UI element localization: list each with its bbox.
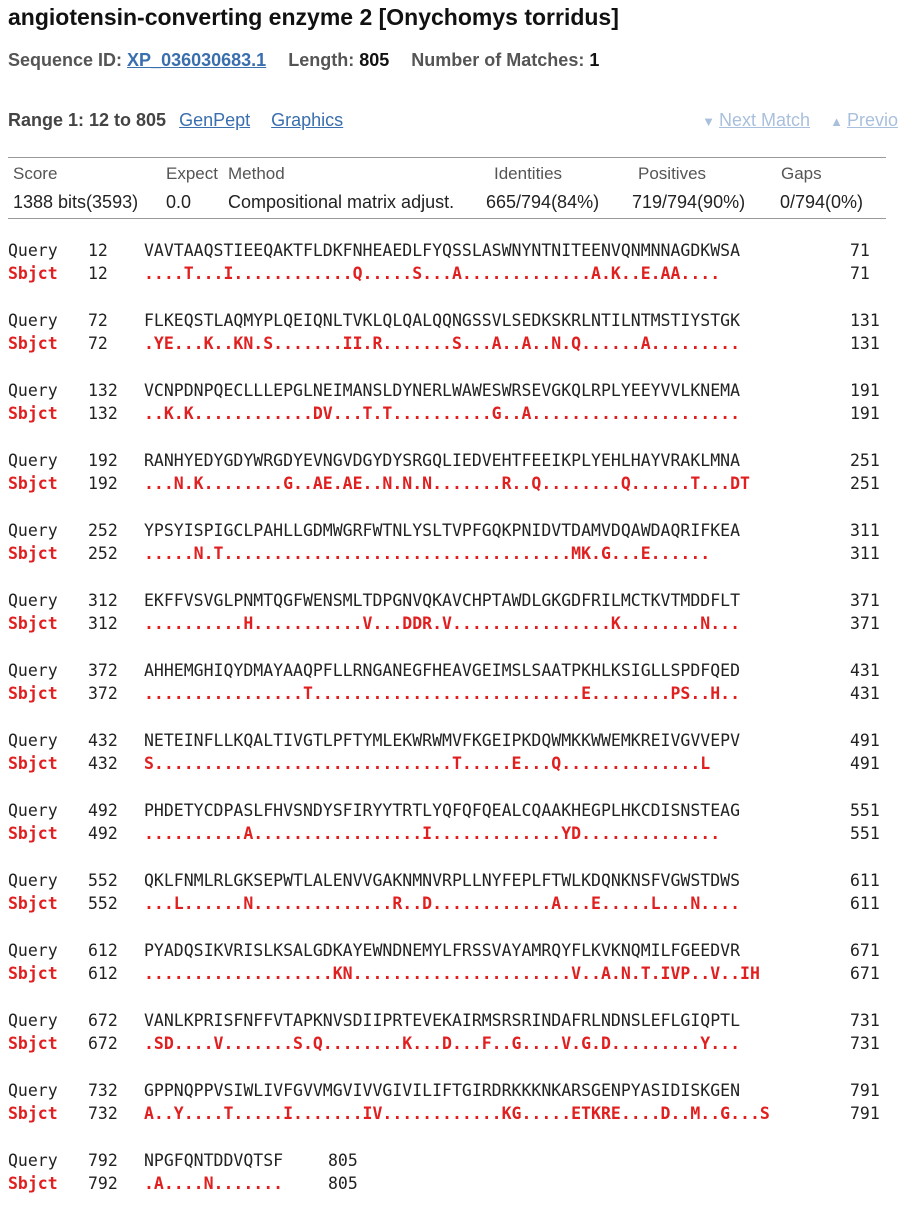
query-end-position: 131 — [850, 311, 880, 330]
page-title: angiotensin-converting enzyme 2 [Onychomys torridus] — [8, 4, 619, 30]
query-sequence: PHDETYCDPASLFHVSNDYSFIRYYTRTLYQFQFQEALCQAAKHEGPLHKCDISNSTEAG — [144, 801, 741, 820]
sbjct-start-position: 432 — [88, 754, 118, 773]
stats-bottom-divider — [8, 218, 886, 219]
stats-header-gaps: Gaps — [781, 164, 822, 183]
query-sequence: EKFFVSVGLPNMTQGFWENSMLTDPGNVQKAVCHPTAWDLGKGDFRILMCTKVTMDDFLT — [144, 591, 741, 610]
sbjct-label: Sbjct — [8, 1034, 58, 1053]
sbjct-label: Sbjct — [8, 1104, 58, 1123]
sbjct-start-position: 372 — [88, 684, 118, 703]
sbjct-end-position: 671 — [850, 964, 880, 983]
query-label: Query — [8, 591, 58, 610]
query-label: Query — [8, 451, 58, 470]
sbjct-end-position: 371 — [850, 614, 880, 633]
query-start-position: 132 — [88, 381, 118, 400]
sbjct-end-position: 131 — [850, 334, 880, 353]
query-start-position: 312 — [88, 591, 118, 610]
sbjct-sequence: S..............................T.....E...Q..............L — [144, 754, 711, 773]
stats-header-identities: Identities — [494, 164, 563, 183]
sbjct-label: Sbjct — [8, 894, 58, 913]
sbjct-sequence: ..........H...........V...DDR.V................K........N... — [144, 614, 741, 633]
range-bar — [8, 110, 343, 131]
sbjct-start-position: 12 — [88, 264, 108, 283]
sbjct-sequence: ..K.K............DV...T.T..........G..A..................... — [144, 404, 741, 423]
sbjct-start-position: 732 — [88, 1104, 118, 1123]
sbjct-start-position: 672 — [88, 1034, 118, 1053]
query-end-position: 491 — [850, 731, 880, 750]
sbjct-sequence: .YE...K..KN.S.......II.R.......S...A..A..N.Q......A......... — [144, 334, 741, 353]
query-label: Query — [8, 1011, 58, 1030]
sbjct-sequence: ..........A.................I.............YD.............. — [144, 824, 721, 843]
sbjct-end-position: 551 — [850, 824, 880, 843]
query-end-position: 731 — [850, 1011, 880, 1030]
up-triangle-icon: ▲ — [830, 114, 843, 129]
query-sequence: AHHEMGHIQYDMAYAAQPFLLRNGANEGFHEAVGEIMSLSAATPKHLKSIGLLSPDFQED — [144, 661, 741, 680]
query-label: Query — [8, 381, 58, 400]
sbjct-sequence: ...N.K........G..AE.AE..N.N.N.......R..Q........Q......T...DT — [144, 474, 750, 493]
query-sequence: NETEINFLLKQALTIVGTLPFTYMLEKWRWMVFKGEIPKDQWMKKWWEMKREIVGVVEPV — [144, 731, 741, 750]
query-start-position: 72 — [88, 311, 108, 330]
next-match-link[interactable]: Next Match — [719, 110, 811, 130]
stats-header-expect: Expect — [166, 164, 218, 183]
query-start-position: 492 — [88, 801, 118, 820]
query-start-position: 192 — [88, 451, 118, 470]
sbjct-end-position: 491 — [850, 754, 880, 773]
sbjct-sequence: ................T...........................E........PS..H.. — [144, 684, 741, 703]
query-label: Query — [8, 311, 58, 330]
sbjct-start-position: 132 — [88, 404, 118, 423]
sbjct-start-position: 72 — [88, 334, 108, 353]
query-start-position: 12 — [88, 241, 108, 260]
query-sequence: QKLFNMLRLGKSEPWTLALENVVGAKNMNVRPLLNYFEPLFTWLKDQNKNSFVGWSTDWS — [144, 871, 741, 890]
sbjct-label: Sbjct — [8, 264, 58, 283]
sbjct-label: Sbjct — [8, 684, 58, 703]
sbjct-end-position: 805 — [328, 1174, 358, 1193]
sbjct-start-position: 552 — [88, 894, 118, 913]
query-sequence: FLKEQSTLAQMYPLQEIQNLTVKLQLQALQQNGSSVLSEDKSKRLNTILNTMSTIYSTGK — [144, 311, 741, 330]
sbjct-label: Sbjct — [8, 544, 58, 563]
sbjct-end-position: 191 — [850, 404, 880, 423]
sbjct-sequence: ...L......N..............R..D............A...E.....L...N.... — [144, 894, 741, 913]
sequence-id-label: Sequence ID: — [8, 50, 123, 70]
query-start-position: 672 — [88, 1011, 118, 1030]
down-triangle-icon: ▼ — [702, 114, 716, 129]
query-label: Query — [8, 871, 58, 890]
query-sequence: VANLKPRISFNFFVTAPKNVSDIIPRTEVEKAIRMSRSRINDAFRLNDNSLEFLGIQPTL — [144, 1011, 741, 1030]
matches-value: 1 — [589, 50, 600, 70]
sequence-meta — [8, 50, 599, 71]
query-end-position: 611 — [850, 871, 880, 890]
sbjct-start-position: 312 — [88, 614, 118, 633]
query-end-position: 311 — [850, 521, 880, 540]
query-label: Query — [8, 801, 58, 820]
sbjct-start-position: 192 — [88, 474, 118, 493]
sbjct-label: Sbjct — [8, 404, 58, 423]
query-label: Query — [8, 521, 58, 540]
query-end-position: 251 — [850, 451, 880, 470]
sbjct-end-position: 311 — [850, 544, 880, 563]
sbjct-end-position: 431 — [850, 684, 880, 703]
stats-score: 1388 bits(3593) — [13, 192, 139, 212]
query-end-position: 371 — [850, 591, 880, 610]
query-label: Query — [8, 1081, 58, 1100]
sbjct-end-position: 731 — [850, 1034, 880, 1053]
sbjct-start-position: 492 — [88, 824, 118, 843]
sbjct-sequence: .A....N....... — [144, 1174, 284, 1193]
matches-label: Number of Matches: — [411, 50, 585, 70]
sbjct-end-position: 71 — [850, 264, 870, 283]
sbjct-start-position: 252 — [88, 544, 118, 563]
query-start-position: 612 — [88, 941, 118, 960]
sequence-id-link[interactable]: XP_036030683.1 — [127, 50, 267, 70]
query-end-position: 71 — [850, 241, 870, 260]
query-start-position: 372 — [88, 661, 118, 680]
sbjct-end-position: 611 — [850, 894, 880, 913]
sbjct-label: Sbjct — [8, 1174, 58, 1193]
query-sequence: VCNPDNPQECLLLEPGLNEIMANSLDYNERLWAWESWRSEVGKQLRPLYEEYVVLKNEMA — [144, 381, 741, 400]
query-sequence: NPGFQNTDDVQTSF — [144, 1151, 284, 1170]
query-end-position: 671 — [850, 941, 880, 960]
sbjct-label: Sbjct — [8, 824, 58, 843]
query-start-position: 552 — [88, 871, 118, 890]
match-navigation — [702, 110, 898, 131]
stats-method: Compositional matrix adjust. — [228, 192, 455, 212]
query-end-position: 551 — [850, 801, 880, 820]
sbjct-end-position: 251 — [850, 474, 880, 493]
sbjct-label: Sbjct — [8, 614, 58, 633]
query-sequence: RANHYEDYGDYWRGDYEVNGVDGYDYSRGQLIEDVEHTFEEIKPLYEHLHAYVRAKLMNA — [144, 451, 741, 470]
query-label: Query — [8, 1151, 58, 1170]
sbjct-label: Sbjct — [8, 334, 58, 353]
graphics-link[interactable]: Graphics — [271, 110, 344, 130]
sbjct-start-position: 792 — [88, 1174, 118, 1193]
range-label: Range 1: 12 to 805 — [8, 110, 167, 130]
genpept-link[interactable]: GenPept — [179, 110, 251, 130]
sbjct-sequence: ....T...I............Q.....S...A.............A.K..E.AA.... — [144, 264, 721, 283]
query-start-position: 732 — [88, 1081, 118, 1100]
query-label: Query — [8, 241, 58, 260]
query-sequence: PYADQSIKVRISLKSALGDKAYEWNDNEMYLFRSSVAYAMRQYFLKVKNQMILFGEEDVR — [144, 941, 741, 960]
stats-header-score: Score — [13, 164, 58, 183]
query-label: Query — [8, 941, 58, 960]
query-start-position: 792 — [88, 1151, 118, 1170]
query-start-position: 432 — [88, 731, 118, 750]
query-end-position: 431 — [850, 661, 880, 680]
query-start-position: 252 — [88, 521, 118, 540]
query-end-position: 791 — [850, 1081, 880, 1100]
sbjct-label: Sbjct — [8, 754, 58, 773]
stats-expect: 0.0 — [166, 192, 192, 212]
query-sequence: VAVTAAQSTIEEQAKTFLDKFNHEAEDLFYQSSLASWNYNTNITEENVQNMNNAGDKWSA — [144, 241, 741, 260]
stats-header-positives: Positives — [638, 164, 707, 183]
sbjct-end-position: 791 — [850, 1104, 880, 1123]
stats-positives: 719/794(90%) — [632, 192, 746, 212]
sbjct-label: Sbjct — [8, 964, 58, 983]
length-value: 805 — [359, 50, 390, 70]
sbjct-sequence: A..Y....T.....I.......IV............KG.....ETKRE....D..M..G...S — [144, 1104, 770, 1123]
previous-match-link[interactable]: Previo — [846, 110, 898, 130]
query-end-position: 805 — [328, 1151, 358, 1170]
stats-identities: 665/794(84%) — [486, 192, 600, 212]
query-sequence: GPPNQPPVSIWLIVFGVVMGVIVVGIVILIFTGIRDRKKKNKARSGENPYASIDISKGEN — [144, 1081, 741, 1100]
stats-top-divider — [8, 157, 886, 158]
sbjct-label: Sbjct — [8, 474, 58, 493]
stats-header-method: Method — [228, 164, 285, 183]
sbjct-sequence: ...................KN......................V..A.N.T.IVP..V..IH — [144, 964, 760, 983]
query-sequence: YPSYISPIGCLPAHLLGDMWGRFWTNLYSLTVPFGQKPNIDVTDAMVDQAWDAQRIFKEA — [144, 521, 741, 540]
sbjct-sequence: .....N.T...................................MK.G...E...... — [144, 544, 711, 563]
sbjct-start-position: 612 — [88, 964, 118, 983]
sbjct-sequence: .SD....V.......S.Q........K...D...F..G....V.G.D.........Y... — [144, 1034, 741, 1053]
query-end-position: 191 — [850, 381, 880, 400]
stats-gaps: 0/794(0%) — [780, 192, 864, 212]
query-label: Query — [8, 731, 58, 750]
length-label: Length: — [288, 50, 355, 70]
query-label: Query — [8, 661, 58, 680]
